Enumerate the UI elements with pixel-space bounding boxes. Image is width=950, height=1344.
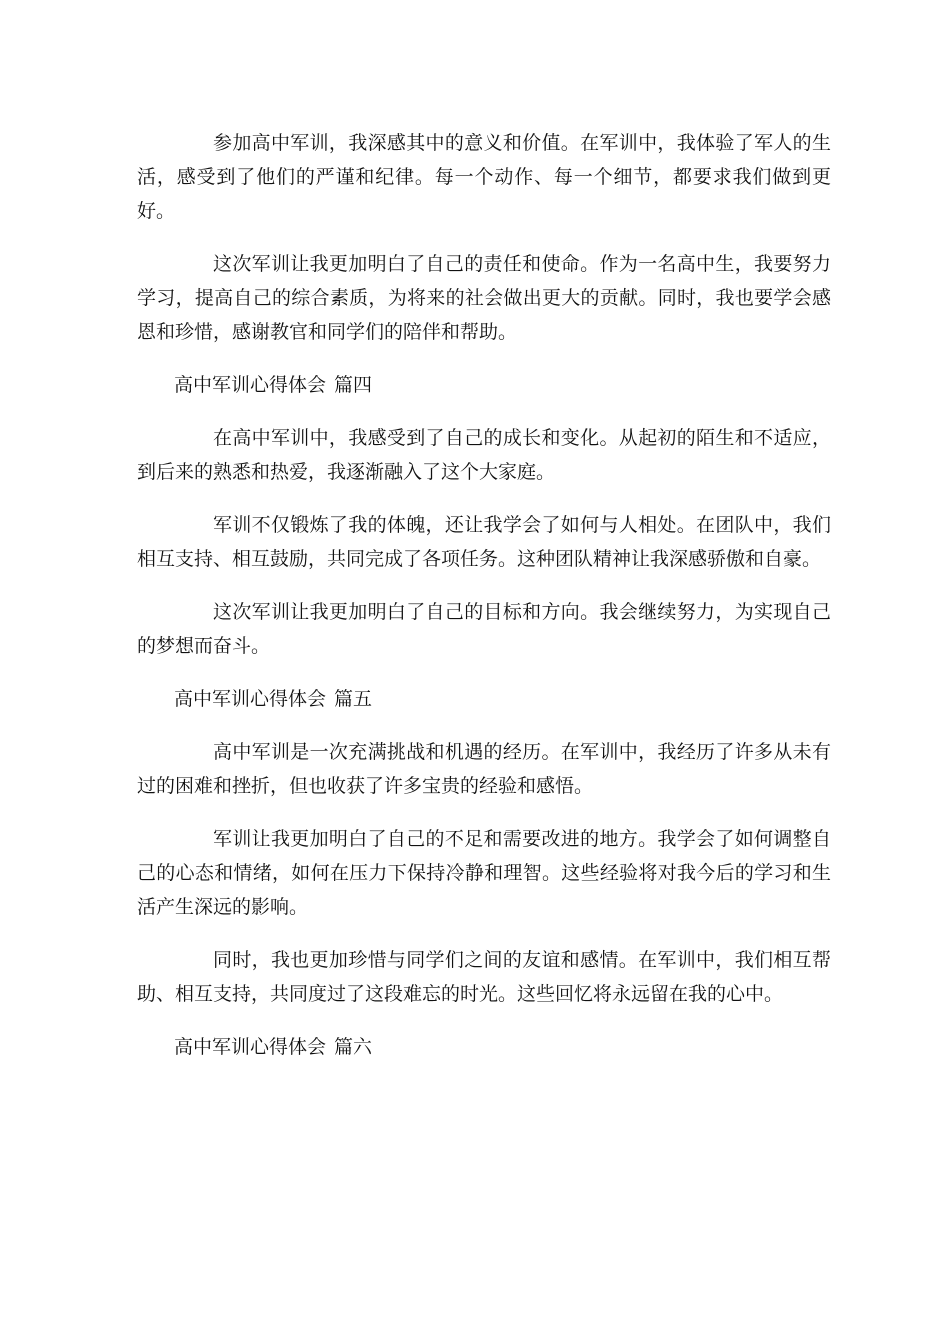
section-heading-4	[137, 368, 831, 402]
section-title: 高中军训心得体会	[174, 1036, 327, 1058]
section-heading-5	[137, 682, 831, 716]
paragraph: 军训不仅锻炼了我的体魄，还让我学会了如何与人相处。在团队中，我们相互支持、相互鼓励，共同完成了各项任务。这种团队精神让我深感骄傲和自豪。	[137, 514, 831, 570]
section-title: 高中军训心得体会	[174, 688, 327, 710]
paragraph: 这次军训让我更加明白了自己的目标和方向。我会继续努力，为实现自己的梦想而奋斗。	[137, 601, 831, 657]
paragraph: 同时，我也更加珍惜与同学们之间的友谊和感情。在军训中，我们相互帮助、相互支持，共同度过了这段难忘的时光。这些回忆将永远留在我的心中。	[137, 949, 831, 1005]
section-number: 篇四	[334, 374, 373, 396]
paragraph: 这次军训让我更加明白了自己的责任和使命。作为一名高中生，我要努力学习，提高自己的综合素质，为将来的社会做出更大的贡献。同时，我也要学会感恩和珍惜，感谢教官和同学们的陪伴和帮助。	[137, 253, 831, 343]
paragraph: 高中军训是一次充满挑战和机遇的经历。在军训中，我经历了许多从未有过的困难和挫折，但也收获了许多宝贵的经验和感悟。	[137, 741, 831, 797]
section-heading-6	[137, 1030, 831, 1064]
paragraph: 在高中军训中，我感受到了自己的成长和变化。从起初的陌生和不适应，到后来的熟悉和热爱，我逐渐融入了这个大家庭。	[137, 427, 831, 483]
section-number: 篇六	[334, 1036, 373, 1058]
paragraph: 军训让我更加明白了自己的不足和需要改进的地方。我学会了如何调整自己的心态和情绪，如何在压力下保持冷静和理智。这些经验将对我今后的学习和生活产生深远的影响。	[137, 828, 831, 918]
section-number: 篇五	[334, 688, 373, 710]
section-title: 高中军训心得体会	[174, 374, 327, 396]
document-page	[137, 126, 831, 1083]
paragraph: 参加高中军训，我深感其中的意义和价值。在军训中，我体验了军人的生活，感受到了他们的严谨和纪律。每一个动作、每一个细节，都要求我们做到更好。	[137, 132, 831, 222]
